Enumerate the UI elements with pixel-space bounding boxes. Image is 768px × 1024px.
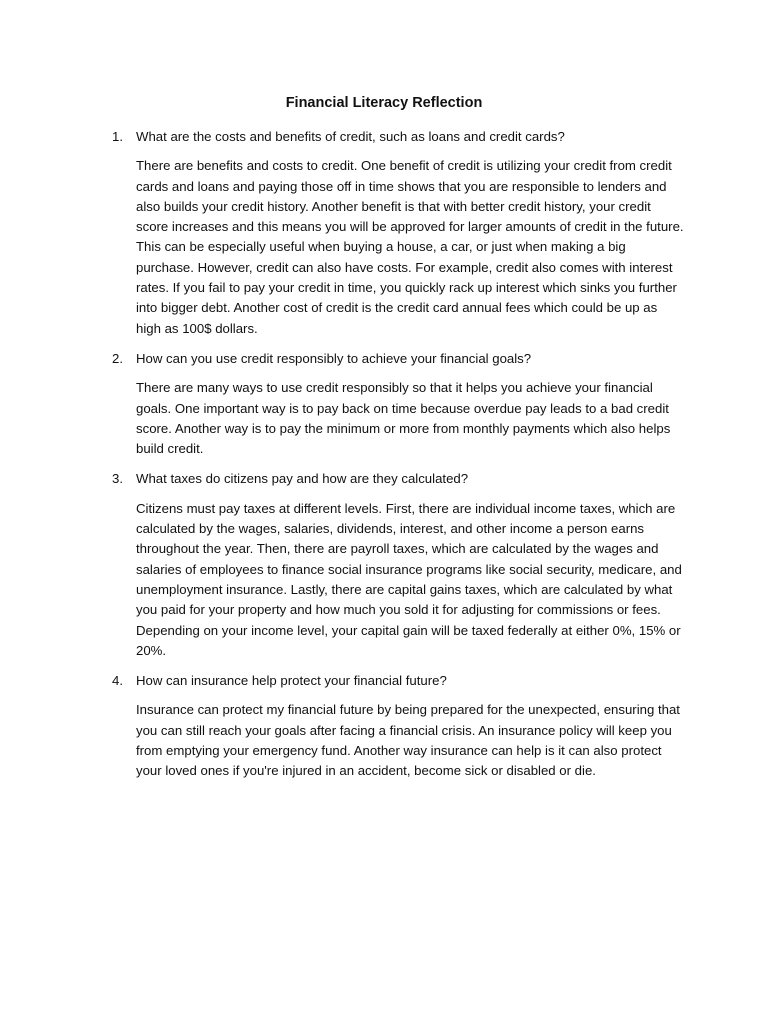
question-number: 2. — [112, 350, 123, 366]
question-item-1 — [112, 127, 682, 339]
question-text: What taxes do citizens pay and how are they calculated? — [136, 471, 469, 487]
question-item-3 — [112, 469, 682, 661]
question-item-2 — [112, 349, 682, 459]
question-item-4 — [112, 671, 682, 781]
answer-paragraph: Citizens must pay taxes at different levels. First, there are individual income taxes, which are calculated by the wages, salaries, dividends, interest, and other income a person earns throughout the year. Then, there are payroll taxes, which are calculated by the wages and salaries of employees to finance social insurance programs like social security, medicare, and unemployment insurance. Lastly, there are capital gains taxes, which are calculated by what you paid for your property and how much you sold it for adjusting for commissions or fees. Depending on your income level, your capital gain will be taxed federally at either 0%, 15% or 20%. — [136, 500, 682, 658]
question-text: What are the costs and benefits of credit, such as loans and credit cards? — [136, 129, 565, 144]
answer-paragraph: There are benefits and costs to credit. One benefit of credit is utilizing your credit from credit cards and loans and paying those off in time shows that you are responsible to lenders and also builds your credit history. Another benefit is that with better credit history, your credit score increases and this means you will be approved for larger amounts of credit in the future. This can be especially useful when buying a house, a car, or just when making a big purchase. However, credit can also have costs. For example, credit also comes with interest rates. If you fail to pay your credit in time, you quickly rack up interest which sinks you further into bigger debt. Another cost of credit is the credit card annual fees which could be up as high as 100$ dollars. — [136, 158, 684, 336]
question-number: 3. — [112, 471, 123, 487]
question-text: How can you use credit responsibly to achieve your financial goals? — [136, 350, 532, 366]
answer-paragraph: Insurance can protect my financial future by being prepared for the unexpected, ensuring that you can still reach your goals after facing a financial crisis. An insurance policy will keep you from emptying your emergency fund. Another way insurance can help is it can also protect your loved ones if you're injured in an accident, become sick or disabled or die. — [136, 702, 680, 779]
question-list — [112, 127, 682, 792]
question-number: 1. — [112, 129, 123, 144]
question-number: 4. — [112, 673, 123, 689]
document-title: Financial Literacy Reflection — [285, 95, 483, 111]
question-text: How can insurance help protect your financial future? — [136, 673, 447, 689]
answer-paragraph: There are many ways to use credit responsibly so that it helps you achieve your financial goals. One important way is to pay back on time because overdue pay leads to a bad credit score. Another way is to pay the minimum or more from monthly payments which also helps build credit. — [136, 380, 671, 457]
